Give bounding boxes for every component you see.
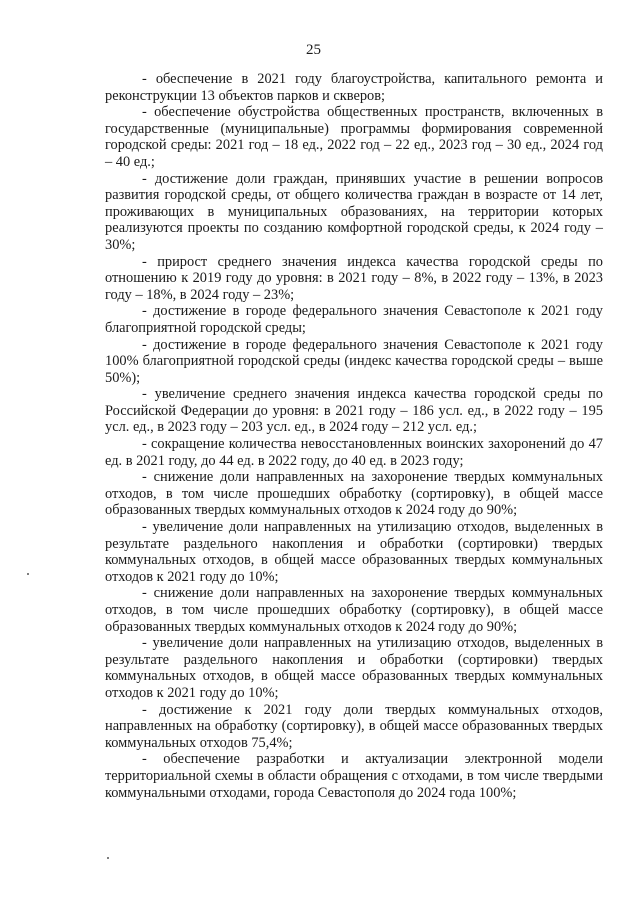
list-item: - обеспечение в 2021 году благоустройства, капитального ремонта и реконструкции 13 объектов парков и скверов; — [105, 71, 603, 104]
list-item: - увеличение доли направленных на утилизацию отходов, выделенных в результате раздельного накопления и обработки (сортировки) твердых коммунальных отходов, в общей массе образованных твердых коммунальных отходов к 2021 году до 10%; — [105, 635, 603, 701]
scan-speck — [27, 573, 29, 575]
page-number: 25 — [306, 42, 321, 58]
list-item: - снижение доли направленных на захоронение твердых коммунальных отходов, в том числе прошедших обработку (сортировку), в общей массе образованных твердых коммунальных отходов к 2024 году до 90%; — [105, 585, 603, 635]
list-item: - обеспечение разработки и актуализации электронной модели территориальной схемы в области обращения с отходами, в том числе твердыми коммунальными отходами, города Севастополя до 2024 года 100%; — [105, 751, 603, 801]
document-body — [105, 71, 603, 801]
list-item: - обеспечение обустройства общественных пространств, включенных в государственные (муниципальные) программы формирования современной городской среды: 2021 год – 18 ед., 2022 год – 22 ед., 2023 год – 30 ед., 2024 год – 40 ед.; — [105, 104, 603, 170]
list-item: - достижение в городе федерального значения Севастополе к 2021 году благоприятной городской среды; — [105, 303, 603, 336]
list-item: - увеличение среднего значения индекса качества городской среды по Российской Федерации до уровня: в 2021 году – 186 усл. ед., в 2022 году – 195 усл. ед., в 2023 году – 203 усл. ед., в 2024 году – 212 усл. ед.; — [105, 386, 603, 436]
list-item: - достижение к 2021 году доли твердых коммунальных отходов, направленных на обработку (сортировку), в общей массе образованных твердых коммунальных отходов 75,4%; — [105, 701, 603, 751]
list-item: - достижение в городе федерального значения Севастополе к 2021 году 100% благоприятной городской среды (индекс качества городской среды – выше 50%); — [105, 336, 603, 386]
list-item: - снижение доли направленных на захоронение твердых коммунальных отходов, в том числе прошедших обработку (сортировку), в общей массе образованных твердых коммунальных отходов к 2024 году до 90%; — [105, 469, 603, 519]
list-item: - сокращение количества невосстановленных воинских захоронений до 47 ед. в 2021 году, до 44 ед. в 2022 году, до 40 ед. в 2023 году; — [105, 436, 603, 469]
list-item: - увеличение доли направленных на утилизацию отходов, выделенных в результате раздельного накопления и обработки (сортировки) твердых коммунальных отходов, в общей массе образованных твердых коммунальных отходов к 2021 году до 10%; — [105, 519, 603, 585]
scan-speck — [107, 857, 109, 859]
list-item: - прирост среднего значения индекса качества городской среды по отношению к 2019 году до уровня: в 2021 году – 8%, в 2022 году – 13%, в 2023 году – 18%, в 2024 году – 23%; — [105, 253, 603, 303]
list-item: - достижение доли граждан, принявших участие в решении вопросов развития городской среды, от общего количества граждан в возрасте от 14 лет, проживающих в муниципальных образованиях, на территории которых реализуются проекты по созданию комфортной городской среды, к 2024 году – 30%; — [105, 170, 603, 253]
